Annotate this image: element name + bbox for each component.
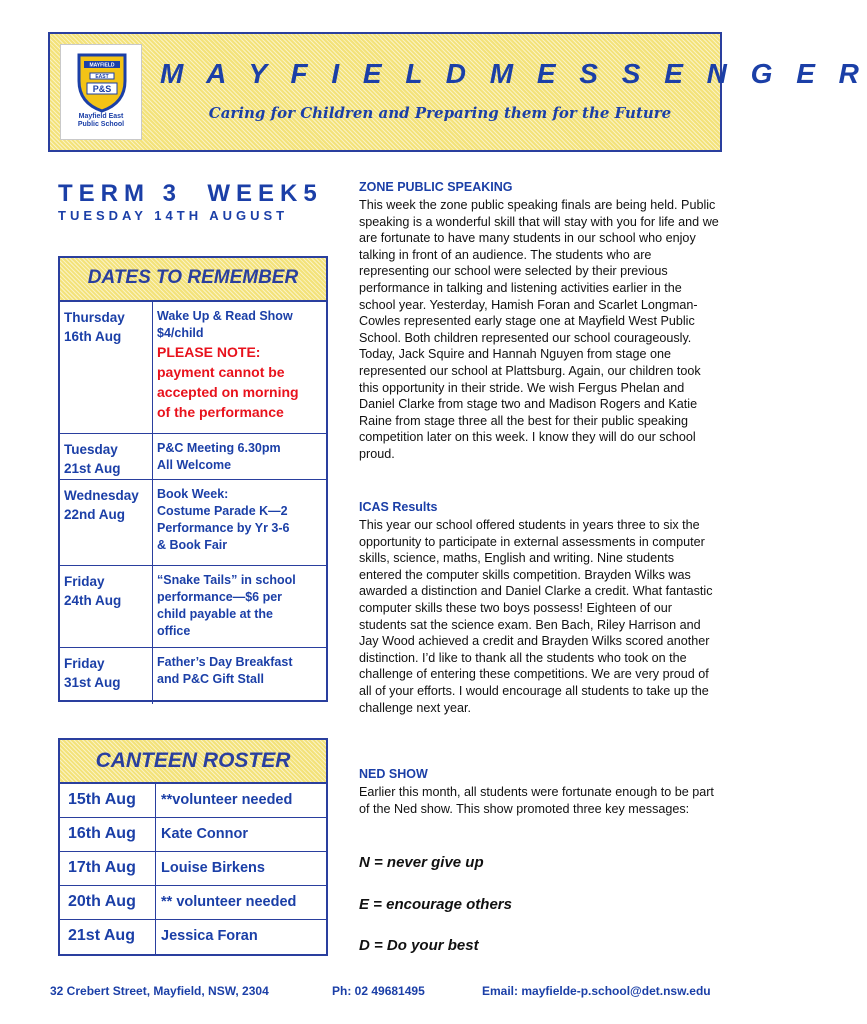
event-line: $4/child xyxy=(157,326,204,340)
dates-row-day xyxy=(60,566,153,647)
dates-row xyxy=(60,302,326,434)
crest-initials: P&S xyxy=(92,84,112,94)
term-week-heading: TERM 3 WEEK5 xyxy=(58,180,323,207)
dates-row-day xyxy=(60,302,153,433)
roster-row xyxy=(60,886,326,920)
dates-row xyxy=(60,434,326,480)
dates-row-event xyxy=(153,480,326,565)
article-icas-results xyxy=(359,500,719,716)
event-note-line: PLEASE NOTE: xyxy=(157,344,261,360)
roster-row xyxy=(60,818,326,852)
article-title: ICAS Results xyxy=(359,500,438,514)
roster-date: 20th Aug xyxy=(60,886,156,919)
event-line: “Snake Tails” in school xyxy=(157,573,296,587)
article-body: This week the zone public speaking finals are being held. Public speaking is a wonderful skill that will stay with you for life and we are fortunate to have many students in our school who enjoy talking in front of an audience. The students who are representing our school were selected by their previous performance in talking and listening activities earlier in the school year. Yesterday, Hamish Foran and Scarlet Longman-Cowles represented early stage one at Mayfield West Public School. Both children represented our school courageously. Today, Jack Squire and Hannah Nguyen from stage one represented our school at Plattsburg. Again, our children took this opportunity in their stride. We wish Fergus Phelan and Daniel Clarke from stage two and Madison Rogers and Katie Raine from stage three all the best for their public speaking competition later on this week. I know they will do our school proud. xyxy=(359,198,719,461)
canteen-roster-table xyxy=(58,738,328,956)
event-line: Performance by Yr 3-6 xyxy=(157,521,290,535)
footer-email[interactable]: Email: mayfielde-p.school@det.nsw.edu xyxy=(482,984,711,998)
roster-date: 17th Aug xyxy=(60,852,156,885)
dates-row-weekday: Wednesday xyxy=(64,488,139,503)
logo-caption-line1: Mayfield East xyxy=(78,113,124,120)
ned-message: D = Do your best xyxy=(359,937,479,954)
article-title: NED SHOW xyxy=(359,767,428,781)
roster-row xyxy=(60,920,326,954)
roster-date: 16th Aug xyxy=(60,818,156,851)
dates-row xyxy=(60,480,326,566)
dates-row-weekday: Friday xyxy=(64,656,105,671)
event-line: Costume Parade K—2 xyxy=(157,504,288,518)
roster-row xyxy=(60,852,326,886)
article-body: This year our school offered students in years three to six the opportunity to participate in external assessments in computer skills, science, maths, English and writing. Nine students entered the computer skills competition. Brayden Wilks was awarded a distinction and Daniel Clarke a credit. What fantastic computer skills these two boys possess! Eighteen of our students sat the science exam. Ben Bach, Riley Harrison and Jay Wood achieved a credit and Brayden Wilks scored another distinction. I’d like to thank all the students who took on the challenge of entering these competitions. We are very proud of all of your efforts. I would encourage all students to take up the challenge next year. xyxy=(359,518,713,715)
article-title: ZONE PUBLIC SPEAKING xyxy=(359,180,513,194)
roster-date: 15th Aug xyxy=(60,784,156,817)
dates-row-event xyxy=(153,302,326,433)
school-crest-icon xyxy=(75,51,129,113)
dates-row xyxy=(60,648,326,704)
roster-date: 21st Aug xyxy=(60,920,156,954)
logo-caption xyxy=(61,113,141,129)
school-logo xyxy=(60,44,142,140)
event-line: All Welcome xyxy=(157,458,232,472)
issue-date: TUESDAY 14TH AUGUST xyxy=(58,208,289,223)
dates-row-day xyxy=(60,434,153,479)
event-note-line: of the performance xyxy=(157,404,284,420)
footer-phone: Ph: 02 49681495 xyxy=(332,984,425,998)
dates-row xyxy=(60,566,326,648)
dates-row-weekday: Friday xyxy=(64,574,105,589)
roster-volunteer: Kate Connor xyxy=(161,826,248,842)
roster-volunteer: ** volunteer needed xyxy=(161,894,297,910)
dates-row-date: 22nd Aug xyxy=(64,507,126,522)
footer-address: 32 Crebert Street, Mayfield, NSW, 2304 xyxy=(50,984,269,998)
roster-volunteer: Jessica Foran xyxy=(161,928,258,944)
event-line: P&C Meeting 6.30pm xyxy=(157,441,281,455)
dates-row-day xyxy=(60,480,153,565)
dates-to-remember-table xyxy=(58,256,328,702)
dates-row-date: 21st Aug xyxy=(64,461,121,476)
event-note-line: payment cannot be xyxy=(157,364,285,380)
ned-message: N = never give up xyxy=(359,854,484,871)
dates-row-weekday: Tuesday xyxy=(64,442,118,457)
article-zone-public-speaking xyxy=(359,180,719,463)
event-line: & Book Fair xyxy=(157,538,228,552)
article-body: Earlier this month, all students were fortunate enough to be part of the Ned show. This show promoted three key messages: xyxy=(359,785,714,816)
dates-row-weekday: Thursday xyxy=(64,310,125,325)
newsletter-title: M A Y F I E L D M E S S E N G E R xyxy=(160,58,867,89)
dates-row-date: 31st Aug xyxy=(64,675,121,690)
dates-row-event xyxy=(153,566,326,647)
dates-row-day xyxy=(60,648,153,704)
dates-row-date: 16th Aug xyxy=(64,329,122,344)
roster-volunteer: Louise Birkens xyxy=(161,860,265,876)
masthead-banner xyxy=(48,32,867,152)
event-line: Book Week: xyxy=(157,487,229,501)
crest-mid-text: EAST xyxy=(95,74,109,80)
roster-row xyxy=(60,784,326,818)
event-line: child payable at the xyxy=(157,607,274,621)
logo-caption-line2: Public School xyxy=(77,121,125,128)
event-line: Wake Up & Read Show xyxy=(157,309,293,323)
event-line: and P&C Gift Stall xyxy=(157,672,264,686)
canteen-roster-title: CANTEEN ROSTER xyxy=(60,740,326,784)
roster-volunteer: **volunteer needed xyxy=(161,792,293,808)
crest-top-text: MAYFIELD xyxy=(89,62,115,69)
event-line: performance—$6 per xyxy=(157,590,283,604)
event-line: office xyxy=(157,624,191,638)
newsletter-tagline: Caring for Children and Preparing them for the Future xyxy=(208,104,672,122)
dates-to-remember-title: DATES TO REMEMBER xyxy=(60,258,326,302)
dates-row-date: 24th Aug xyxy=(64,593,122,608)
event-note-line: accepted on morning xyxy=(157,384,299,400)
dates-row-event xyxy=(153,648,326,704)
ned-message: E = encourage others xyxy=(359,896,512,913)
dates-row-event xyxy=(153,434,326,479)
event-line: Father’s Day Breakfast xyxy=(157,655,293,669)
article-ned-show xyxy=(359,767,719,817)
